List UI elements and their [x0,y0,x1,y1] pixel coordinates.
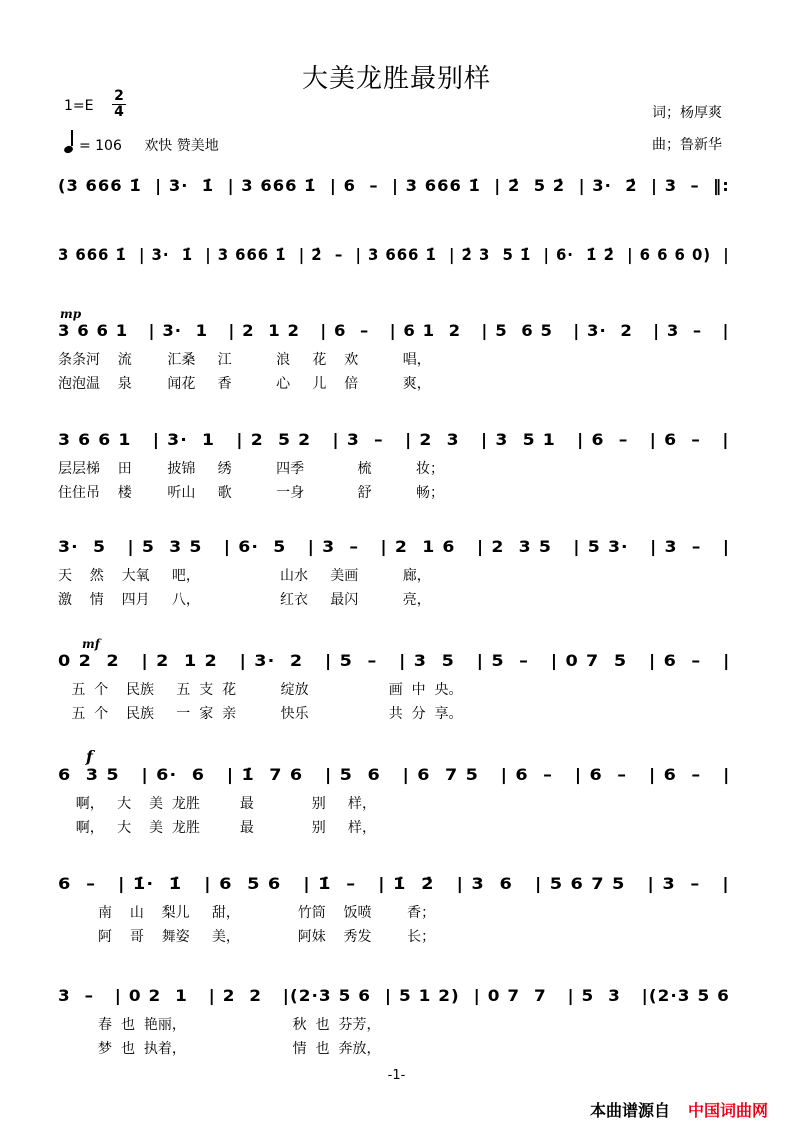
notes-line: 3 – | 0 2 1 | 2 2 |(2·3 5 6 | 5 1 2) | 0 7 7 | 5 3 |(2·3 5 6 [58,986,730,1005]
score-system-5 [58,537,731,608]
time-signature-top: 2 [114,88,124,104]
tempo-marking [64,134,219,155]
song-title: 大美龙胜最别样 [301,64,491,94]
lyrics-verse-2: 五 个 民族 一 家 亲 快乐 共 分 享。 [58,706,463,722]
lyricist-credit: 词；杨厚爽 [652,105,722,121]
key-signature: 1=E [64,98,94,114]
note-stem [71,130,73,146]
dynamic-mp: mp [60,307,82,321]
notes-line: 0 2 2 | 2 1 2 | 3· 2 | 5 – | 3 5 | 5 – | 0 7 5 | 6 – | [58,651,731,670]
score-system-1 [58,176,730,204]
lyrics-verse-1: 条条河 流 汇桑 江 浪 花 欢 唱， [58,352,431,368]
dynamic-f: f [86,747,93,766]
notes-line: 3 6 6 1 | 3· 1 | 2 1 2 | 6 – | 6 1 2 | 5 6 5 | 3· 2 | 3 – | [58,321,730,340]
lyrics-verse-1: 南 山 梨儿 甜， 竹筒 饭喷 香； [58,905,436,921]
notes-line: 3 666 1̇ | 3· 1̇ | 3 666 1̇ | 2̇ – | 3 666 1̇ | 2̇ 3 5 1̇ | 6· 1̇ 2̇ | 6 6 6 0) | [58,245,730,264]
lyrics-verse-2: 啊， 大 美 龙胜 最 别 样， [58,820,377,836]
notes-line: 3 6 6 1 | 3· 1 | 2 5 2 | 3 – | 2 3 | 3 5 1 | 6 – | 6 – | [58,430,730,449]
time-signature-bottom: 4 [114,104,124,120]
lyrics-verse-2: 住住吊 楼 听山 歌 一身 舒 畅； [58,485,445,501]
lyrics-verse-2: 梦 也 执着， 情 也 奔放， [58,1041,381,1057]
time-signature [112,90,126,119]
score-system-9 [58,986,730,1057]
score-system-7 [58,747,731,836]
score-system-4 [58,430,730,501]
quarter-note-icon [63,145,74,155]
tempo-value: = 106 [78,138,122,154]
notes-line: 6 – | 1̇· 1̇ | 6 5 6 | 1̇ – | 1̇ 2̇ | 3 6 | 5 6 7 5 | 3 – | [58,874,730,893]
lyrics-verse-2: 阿 哥 舞姿 美， 阿妹 秀发 长； [58,929,436,945]
score-system-6 [58,637,731,722]
notes-line: 3· 5 | 5 3 5 | 6· 5 | 3 – | 2 1 6 | 2 3 5 | 5 3· | 3 – | [58,537,731,556]
lyrics-verse-1: 五 个 民族 五 支 花 绽放 画 中 央。 [58,682,463,698]
lyrics-verse-1: 春 也 艳丽， 秋 也 芬芳， [58,1017,381,1033]
source-site-link[interactable]: 中国词曲网 [688,1101,769,1120]
composer-credit: 曲；鲁新华 [652,137,722,153]
expression-text: 欢快 赞美地 [144,138,219,154]
notes-line: (3 666 1̇ | 3· 1̇ | 3 666 1̇ | 6 – | 3 666 1̇ | 2̇ 5 2̇ | 3· 2̇ | 3 – ‖: [58,176,730,195]
notes-line: 6 3 5 | 6· 6 | 1̇ 7 6 | 5 6 | 6 7 5 | 6 – | 6 – | 6 – | [58,765,731,784]
lyrics-verse-1: 层层梯 田 披锦 绣 四季 梳 妆； [58,461,445,477]
dynamic-mf: mf [82,637,100,651]
score-system-3 [58,307,730,392]
lyrics-verse-2: 泡泡温 泉 闻花 香 心 儿 倍 爽， [58,376,431,392]
lyrics-verse-2: 激 情 四月 八， 红衣 最闪 亮， [58,592,431,608]
lyrics-verse-1: 天 然 大氧 吧， 山水 美画 廊， [58,568,431,584]
lyrics-verse-1: 啊， 大 美 龙胜 最 别 样， [58,796,377,812]
score-system-2 [58,245,730,273]
source-label: 本曲谱源自 [590,1101,671,1120]
source-credit [590,1098,768,1121]
page-number: -1- [387,1068,406,1083]
score-system-8 [58,874,730,945]
